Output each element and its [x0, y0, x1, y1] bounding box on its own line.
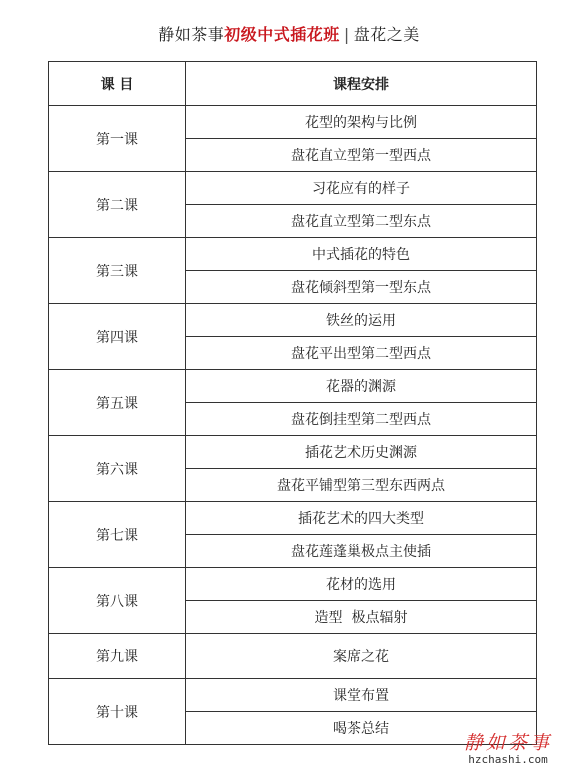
watermark-chinese: 静如茶事 [463, 732, 552, 754]
lesson-topic: 盘花莲蓬巢极点主使插 [186, 535, 537, 568]
table-row [49, 304, 537, 337]
page-title [0, 22, 578, 45]
watermark-url: hzchashi.com [468, 753, 548, 766]
title-prefix: 静如茶事 [158, 25, 225, 44]
title-highlight: 初级中式插花班 [224, 25, 340, 44]
lesson-topic: 喝茶总结 [186, 712, 537, 745]
lesson-topic: 造型 极点辐射 [186, 601, 537, 634]
lesson-topic: 盘花平铺型第三型东西两点 [186, 469, 537, 502]
lesson-topic: 盘花倒挂型第二型西点 [186, 403, 537, 436]
lesson-topic: 铁丝的运用 [186, 304, 537, 337]
table-row [49, 172, 537, 205]
lesson-name: 第一课 [49, 106, 186, 172]
table-row [49, 502, 537, 535]
title-suffix: 盘花之美 [353, 25, 420, 44]
lesson-name: 第六课 [49, 436, 186, 502]
watermark-logo [448, 733, 568, 766]
lesson-topic: 花材的选用 [186, 568, 537, 601]
lesson-name: 第十课 [49, 679, 186, 745]
lesson-topic: 盘花平出型第二型西点 [186, 337, 537, 370]
header-subject: 课 目 [49, 62, 186, 106]
lesson-topic: 课堂布置 [186, 679, 537, 712]
lesson-name: 第九课 [49, 634, 186, 679]
lesson-name: 第七课 [49, 502, 186, 568]
table-row [49, 634, 537, 679]
lesson-topic: 插花艺术历史渊源 [186, 436, 537, 469]
table-row [49, 238, 537, 271]
table-header-row [49, 62, 537, 106]
lesson-topic: 习花应有的样子 [186, 172, 537, 205]
lesson-topic: 花器的渊源 [186, 370, 537, 403]
table-body [49, 106, 537, 745]
lesson-name: 第八课 [49, 568, 186, 634]
lesson-topic: 中式插花的特色 [186, 238, 537, 271]
lesson-name: 第三课 [49, 238, 186, 304]
lesson-name: 第二课 [49, 172, 186, 238]
table-row [49, 436, 537, 469]
lesson-name: 第四课 [49, 304, 186, 370]
lesson-topic: 盘花直立型第一型西点 [186, 139, 537, 172]
lesson-topic: 案席之花 [186, 634, 537, 679]
lesson-name: 第五课 [49, 370, 186, 436]
course-schedule-table [48, 61, 537, 745]
header-schedule: 课程安排 [186, 62, 537, 106]
table-row [49, 568, 537, 601]
lesson-topic: 盘花直立型第二型东点 [186, 205, 537, 238]
lesson-topic: 花型的架构与比例 [186, 106, 537, 139]
title-separator: | [343, 25, 350, 44]
lesson-topic: 盘花倾斜型第一型东点 [186, 271, 537, 304]
table-row [49, 370, 537, 403]
table-row [49, 106, 537, 139]
lesson-topic: 插花艺术的四大类型 [186, 502, 537, 535]
table-row [49, 679, 537, 712]
